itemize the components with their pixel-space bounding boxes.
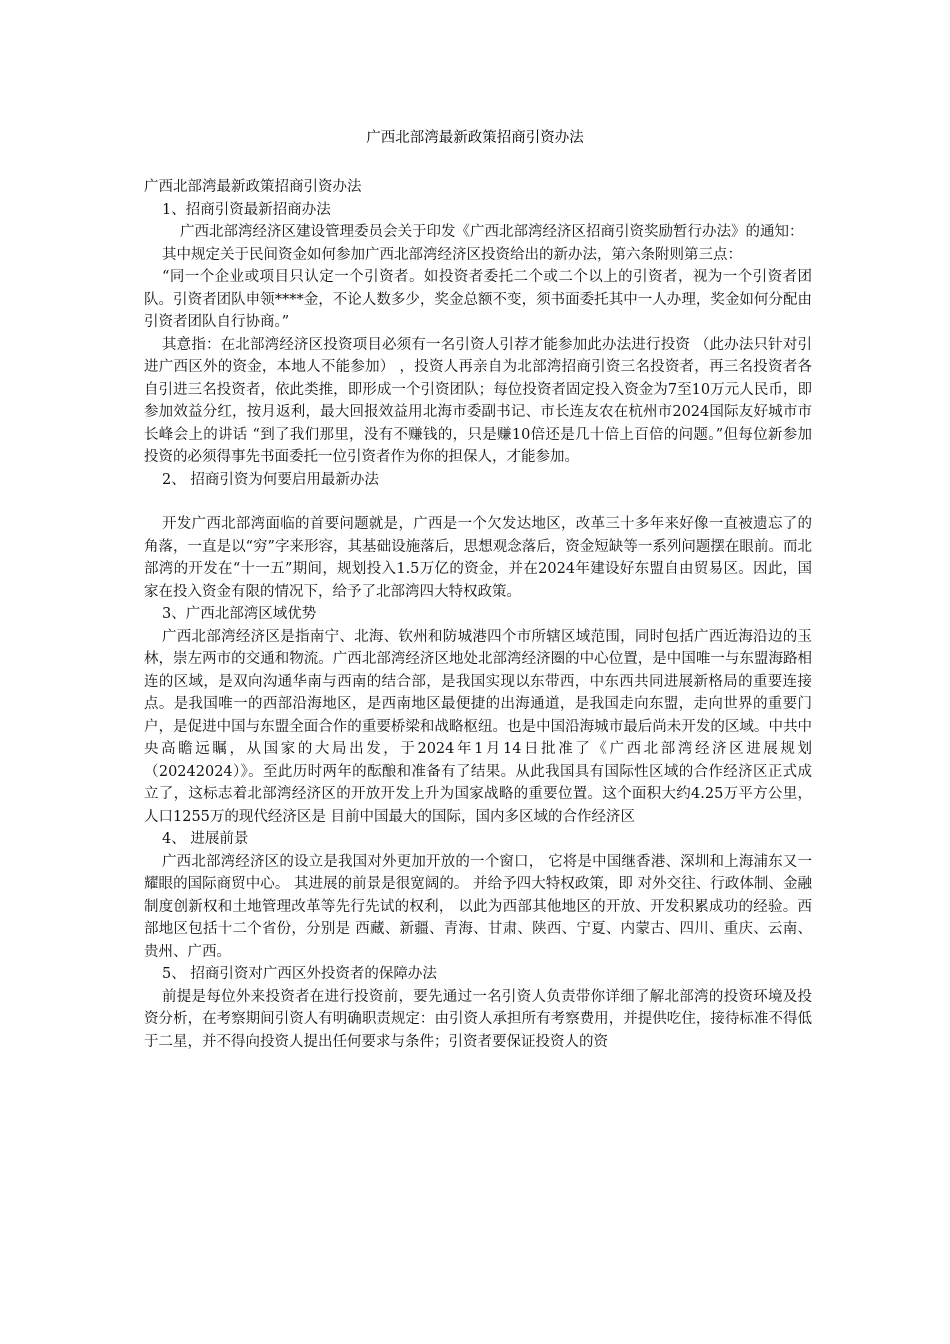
paragraph-heading: 广西北部湾最新政策招商引资办法 <box>144 179 362 195</box>
section-heading-2: 2、 招商引资为何要启用最新办法 <box>162 471 379 488</box>
paragraph: 其中规定关于民间资金如何参加广西北部湾经济区投资给出的新办法，第六条附则第三点： <box>162 246 742 263</box>
paragraph: 广西北部湾经济区的设立是我国对外更加开放的一个窗口， 它将是中国继香港、深圳和上海浦东又一耀眼的国际商贸中心。 其进展的前景是很宽阔的。 并给予四大特权政策，即 对外交往、行政体制、金融制度创新权和土地管理改革等先行先试的权利， 以此为西部其他地区的开放、开发积累成功的经验。西部地区包括十二个省份，分别是 西藏、新疆、青海、甘肃、陕西、宁夏、内蒙古、四川、重庆、云南、贵州、广西。 <box>144 853 812 960</box>
paragraph: 广西北部湾经济区建设管理委员会关于印发《广西北部湾经济区招商引资奖励暂行办法》的通知： <box>180 224 804 240</box>
paragraph: 前提是每位外来投资者在进行投资前，要先通过一名引资人负责带你详细了解北部湾的投资环境及投资分析，在考察期间引资人有明确职责规定：由引资人承担所有考察费用，并提供吃住，接待标准不得低于二星，并不得向投资人提出任何要求与条件；引资者要保证投资人的资 <box>144 988 812 1050</box>
section-heading-5: 5、 招商引资对广西区外投资者的保障办法 <box>162 966 437 982</box>
paragraph-quote: “同一个企业或项目只认定一个引资者。如投资者委托二个或二个以上的引资者，视为一个引资者团队。引资者团队申领****金，不论人数多少，奖金总额不变，须书面委托其中一人办理，奖金如何分配由引资者团队自行协商。” <box>144 269 812 330</box>
paragraph: 其意指：在北部湾经济区投资项目必须有一名引资人引荐才能参加此办法进行投资 （此办法只针对引进广西区外的资金，本地人不能参加） ，投资人再亲自为北部湾招商引资三名投资者，再三名投资者各自引进三名投资者，依此类推，即形成一个引资团队；每位投资者固定投入资金为7至10万元人民币，即参加效益分红，按月返利，最大回报效益用北海市委副书记、市长连友农在杭州市2024国际友好城市市长峰会上的讲话 “到了我们那里，没有不赚钱的，只是赚10倍还是几十倍上百倍的问题。”但每位新参加投资的必须得事先书面委托一位引资者作为你的担保人，才能参加。 <box>144 336 812 465</box>
paragraph: 广西北部湾经济区是指南宁、北海、钦州和防城港四个市所辖区域范围，同时包括广西近海沿边的玉林，崇左两市的交通和物流。广西北部湾经济区地处北部湾经济圈的中心位置，是中国唯一与东盟海路相连的区域，是双向沟通华南与西南的结合部，是我国实现以东带西，中东西共同进展新格局的重要连接点。是我国唯一的西部沿海地区，是西南地区最便捷的出海通道，是我国走向东盟，走向世界的重要门户，是促进中国与东盟全面合作的重要桥梁和战略枢纽。也是中国沿海城市最后尚未开发的区域。中共中央高瞻远瞩，从国家的大局出发，于2024年1月14日批准了《广西北部湾经济区进展规划（20242024）》。至此历时两年的酝酿和准备有了结果。从此我国具有国际性区域的合作经济区正式成立了，这标志着北部湾经济区的开放开发上升为国家战略的重要位置。这个面积大约4.25万平方公里，人口1255万的现代经济区是 目前中国最大的国际，国内多区域的合作经济区 <box>144 628 812 825</box>
section-heading-4: 4、 进展前景 <box>162 831 249 847</box>
paragraph: 开发广西北部湾面临的首要问题就是，广西是一个欠发达地区，改革三十多年来好像一直被遗忘了的角落，一直是以“穷”字来形容，其基础设施落后，思想观念落后，资金短缺等一系列问题摆在眼前。而北部湾的开发在“十一五”期间，规划投入1.5万亿的资金，并在2024年建设好东盟自由贸易区。因此，国家在投入资金有限的情况下，给予了北部湾四大特权政策。 <box>144 516 812 600</box>
document-title: 广西北部湾最新政策招商引资办法 <box>366 130 584 146</box>
section-heading-1: 1、招商引资最新招商办法 <box>162 201 331 218</box>
section-heading-3: 3、广西北部湾区域优势 <box>162 606 317 622</box>
spacer <box>144 491 812 513</box>
document-body <box>144 176 812 1053</box>
